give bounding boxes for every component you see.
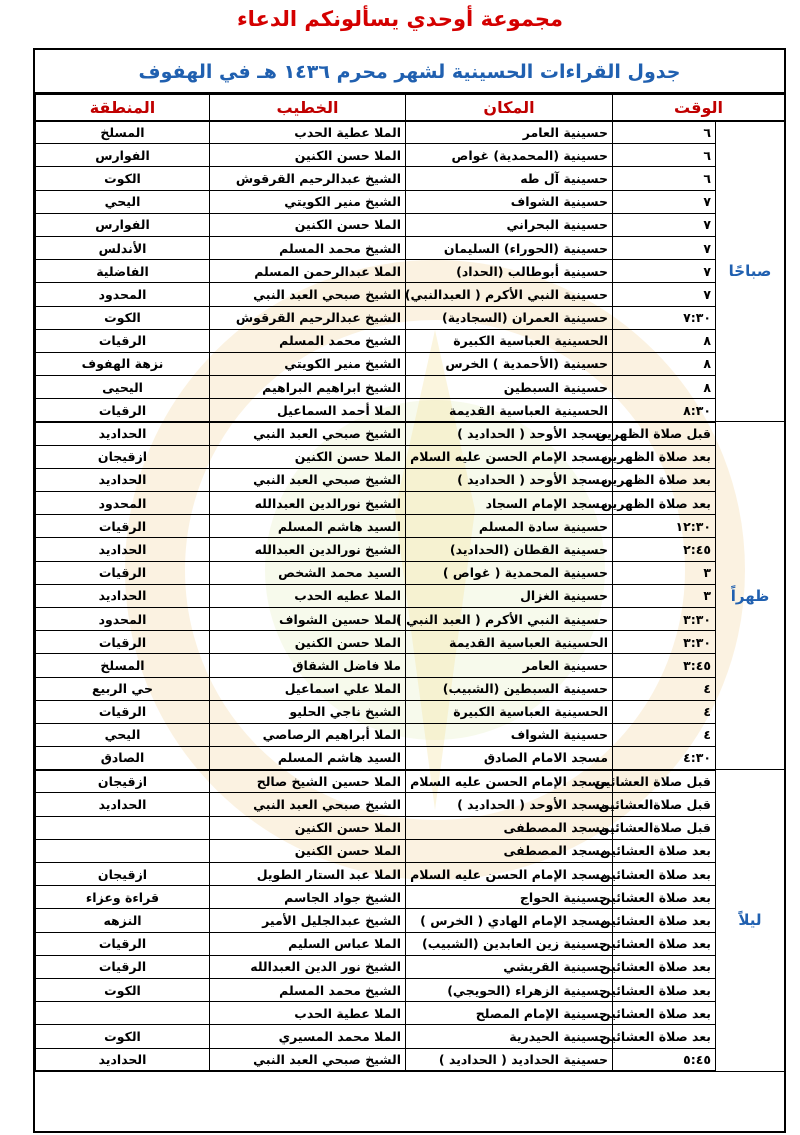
table-row: [36, 561, 785, 584]
table-row: [36, 770, 785, 793]
area-cell: حي الربيع: [36, 677, 210, 700]
area-cell: الرقيات: [36, 515, 210, 538]
time-cell: ٦: [613, 167, 716, 190]
time-cell: قبل صلاةالعشائين: [613, 816, 716, 839]
place-cell: مسجد الإمام الهادي ( الخرس ): [406, 909, 613, 932]
area-cell: الحداديد: [36, 793, 210, 816]
area-cell: النزهه: [36, 909, 210, 932]
area-cell: ازقيجان: [36, 863, 210, 886]
header-time: الوقت: [613, 95, 785, 121]
speaker-cell: الشيخ منير الكويتي: [210, 352, 406, 375]
area-cell: الحداديد: [36, 468, 210, 491]
time-cell: بعد صلاة العشائين: [613, 932, 716, 955]
table-row: [36, 445, 785, 468]
speaker-cell: الشيخ صبحي العبد النبي: [210, 468, 406, 491]
table-row: [36, 515, 785, 538]
place-cell: الحسينية العباسية القديمة: [406, 399, 613, 422]
place-cell: مسجد الأوحد ( الحداديد ): [406, 468, 613, 491]
speaker-cell: الملا حسين الشواف: [210, 607, 406, 630]
area-cell: المحدود: [36, 283, 210, 306]
page-title: مجموعة أوحدي يسألونكم الدعاء: [236, 7, 564, 31]
table-row: [36, 213, 785, 236]
speaker-cell: الملا حسن الكنين: [210, 445, 406, 468]
header-speaker: الخطيب: [210, 95, 406, 121]
table-row: [36, 839, 785, 862]
area-cell: ازقيجان: [36, 770, 210, 793]
place-cell: حسينية زين العابدين (الشبيب): [406, 932, 613, 955]
table-row: [36, 607, 785, 630]
time-cell: ٣:٣٠: [613, 607, 716, 630]
table-row: [36, 283, 785, 306]
place-cell: الحسينية العباسية القديمة: [406, 631, 613, 654]
area-cell: قراءة وعزاء: [36, 886, 210, 909]
place-cell: الحسينية العباسية الكبيرة: [406, 329, 613, 352]
table-row: [36, 1025, 785, 1048]
speaker-cell: الملا علي اسماعيل: [210, 677, 406, 700]
area-cell: الرقيات: [36, 399, 210, 422]
time-cell: ٧:٣٠: [613, 306, 716, 329]
place-cell: الحسينية العباسية الكبيرة: [406, 700, 613, 723]
time-cell: بعد صلاة الظهرين: [613, 468, 716, 491]
area-cell: الحداديد: [36, 584, 210, 607]
schedule-table: [35, 94, 785, 1072]
time-cell: ٨: [613, 329, 716, 352]
place-cell: حسينية الشواف: [406, 190, 613, 213]
table-row: [36, 1002, 785, 1025]
time-cell: ٨: [613, 352, 716, 375]
area-cell: اليحي: [36, 190, 210, 213]
speaker-cell: الشيخ جواد الجاسم: [210, 886, 406, 909]
table-row: [36, 700, 785, 723]
speaker-cell: الشيخ ابراهيم البراهيم: [210, 376, 406, 399]
table-row: [36, 816, 785, 839]
place-cell: حسينية آل طه: [406, 167, 613, 190]
place-cell: مسجد الامام الصادق: [406, 747, 613, 770]
time-cell: ٣: [613, 561, 716, 584]
speaker-cell: الشيخ نور الدين العبدالله: [210, 955, 406, 978]
time-cell: ٤: [613, 723, 716, 746]
area-cell: الفوارس: [36, 144, 210, 167]
time-cell: بعد صلاة العشائين: [613, 955, 716, 978]
table-row: [36, 329, 785, 352]
speaker-cell: الشيخ ناجي الحليو: [210, 700, 406, 723]
area-cell: الكوت: [36, 167, 210, 190]
table-row: [36, 236, 785, 259]
time-cell: بعد صلاة الظهرين: [613, 492, 716, 515]
place-cell: حسينية البحراني: [406, 213, 613, 236]
table-row: [36, 631, 785, 654]
speaker-cell: الملا عطية الحدب: [210, 121, 406, 144]
area-cell: الفوارس: [36, 213, 210, 236]
time-cell: بعد صلاة العشائين: [613, 863, 716, 886]
place-cell: حسينية الغزال: [406, 584, 613, 607]
place-cell: حسينية الإمام المصلح: [406, 1002, 613, 1025]
place-cell: حسينية (الحوراء) السليمان: [406, 236, 613, 259]
area-cell: المسلخ: [36, 121, 210, 144]
table-row: [36, 654, 785, 677]
place-cell: حسينية سادة المسلم: [406, 515, 613, 538]
speaker-cell: الملا أحمد السماعيل: [210, 399, 406, 422]
area-cell: ازقيجان: [36, 445, 210, 468]
place-cell: حسينية النبي الأكرم ( العبدالنبي): [406, 283, 613, 306]
time-cell: بعد صلاة العشائين: [613, 839, 716, 862]
area-cell: الرقيات: [36, 631, 210, 654]
time-cell: بعد صلاة الظهرين: [613, 445, 716, 468]
table-row: [36, 747, 785, 770]
place-cell: حسينية الزهراء (الحويجي): [406, 978, 613, 1001]
table-row: [36, 190, 785, 213]
time-cell: ٢:٤٥: [613, 538, 716, 561]
place-cell: مسجد الإمام الحسن عليه السلام: [406, 445, 613, 468]
period-label: صباحًا: [716, 121, 785, 422]
area-cell: المحدود: [36, 492, 210, 515]
table-row: [36, 422, 785, 445]
place-cell: حسينية العامر: [406, 121, 613, 144]
table-row: [36, 909, 785, 932]
time-cell: ١٢:٣٠: [613, 515, 716, 538]
table-row: [36, 863, 785, 886]
time-cell: ٤: [613, 677, 716, 700]
area-cell: الرقيات: [36, 700, 210, 723]
area-cell: [36, 839, 210, 862]
area-cell: [36, 816, 210, 839]
speaker-cell: الشيخ محمد المسلم: [210, 329, 406, 352]
speaker-cell: الملا حسن الكنين: [210, 816, 406, 839]
speaker-cell: السيد هاشم المسلم: [210, 747, 406, 770]
area-cell: المحدود: [36, 607, 210, 630]
area-cell: المسلخ: [36, 654, 210, 677]
area-cell: الكوت: [36, 978, 210, 1001]
speaker-cell: الملا أبراهيم الرصاصي: [210, 723, 406, 746]
header-place: المكان: [406, 95, 613, 121]
time-cell: بعد صلاة العشائين: [613, 909, 716, 932]
place-cell: حسينية (المحمدية) غواص: [406, 144, 613, 167]
place-cell: مسجد المصطفى: [406, 839, 613, 862]
speaker-cell: الملا محمد المسيري: [210, 1025, 406, 1048]
speaker-cell: الشيخ محمد المسلم: [210, 236, 406, 259]
time-cell: ٨: [613, 376, 716, 399]
table-row: [36, 886, 785, 909]
speaker-cell: الشيخ صبحي العبد النبي: [210, 422, 406, 445]
table-row: [36, 399, 785, 422]
table-row: [36, 793, 785, 816]
area-cell: الصادق: [36, 747, 210, 770]
area-cell: الرقيات: [36, 932, 210, 955]
table-row: [36, 376, 785, 399]
speaker-cell: السيد محمد الشخص: [210, 561, 406, 584]
place-cell: حسينية المحمدية ( غواص ): [406, 561, 613, 584]
area-cell: الحداديد: [36, 1048, 210, 1071]
speaker-cell: الملا حسين الشيخ صالح: [210, 770, 406, 793]
place-cell: مسجد الأوحد ( الحداديد ): [406, 793, 613, 816]
table-title: جدول القراءات الحسينية لشهر محرم ١٤٣٦ هـ في الهفوف: [35, 50, 784, 94]
time-cell: ٧: [613, 236, 716, 259]
table-row: [36, 978, 785, 1001]
place-cell: حسينية السبطين: [406, 376, 613, 399]
speaker-cell: الشيخ عبدالجليل الأمير: [210, 909, 406, 932]
table-row: [36, 538, 785, 561]
time-cell: قبل صلاةالعشائين: [613, 793, 716, 816]
period-label: ليلاً: [716, 770, 785, 1071]
area-cell: الكوت: [36, 306, 210, 329]
speaker-cell: الشيخ صبحي العبد النبي: [210, 1048, 406, 1071]
speaker-cell: الملا حسن الكنين: [210, 839, 406, 862]
time-cell: بعد صلاة العشائين: [613, 978, 716, 1001]
table-row: [36, 468, 785, 491]
time-cell: بعد صلاة العشائين: [613, 1002, 716, 1025]
area-cell: الفاضلية: [36, 260, 210, 283]
area-cell: الأندلس: [36, 236, 210, 259]
place-cell: حسينية الشواف: [406, 723, 613, 746]
place-cell: حسينية السبطين (الشبيب): [406, 677, 613, 700]
place-cell: حسينية القطان (الحداديد): [406, 538, 613, 561]
time-cell: ٧: [613, 260, 716, 283]
area-cell: الحداديد: [36, 422, 210, 445]
speaker-cell: الشيخ نورالدين العبدالله: [210, 492, 406, 515]
speaker-cell: الشيخ صبحي العبد النبي: [210, 283, 406, 306]
table-row: [36, 260, 785, 283]
table-row: [36, 955, 785, 978]
speaker-cell: الملا عطيه الحدب: [210, 584, 406, 607]
place-cell: مسجد الإمام الحسن عليه السلام: [406, 863, 613, 886]
speaker-cell: الملا حسن الكنين: [210, 213, 406, 236]
speaker-cell: الشيخ عبدالرحيم القرقوش: [210, 167, 406, 190]
place-cell: حسينية العامر: [406, 654, 613, 677]
table-row: [36, 352, 785, 375]
place-cell: حسينية (الأحمدية ) الخرس: [406, 352, 613, 375]
area-cell: الرقيات: [36, 561, 210, 584]
place-cell: حسينية الحواج: [406, 886, 613, 909]
table-row: [36, 167, 785, 190]
time-cell: ٧: [613, 190, 716, 213]
time-cell: ٣:٤٥: [613, 654, 716, 677]
area-cell: الكوت: [36, 1025, 210, 1048]
speaker-cell: السيد هاشم المسلم: [210, 515, 406, 538]
place-cell: حسينية الحداديد ( الحداديد ): [406, 1048, 613, 1071]
speaker-cell: الشيخ صبحي العبد النبي: [210, 793, 406, 816]
speaker-cell: الشيخ محمد المسلم: [210, 978, 406, 1001]
place-cell: حسينية الحيدرية: [406, 1025, 613, 1048]
schedule-body: [36, 121, 785, 1072]
place-cell: حسينية النبي الأكرم ( العبد النبي ): [406, 607, 613, 630]
speaker-cell: الملا حسن الكنين: [210, 631, 406, 654]
table-row: [36, 584, 785, 607]
place-cell: حسينية أبوطالب (الحداد): [406, 260, 613, 283]
table-row: [36, 677, 785, 700]
table-row: [36, 1048, 785, 1071]
time-cell: ٤: [613, 700, 716, 723]
area-cell: [36, 1002, 210, 1025]
table-row: [36, 932, 785, 955]
area-cell: اليحي: [36, 723, 210, 746]
time-cell: ٦: [613, 121, 716, 144]
speaker-cell: الملا عطية الحدب: [210, 1002, 406, 1025]
area-cell: الرقيات: [36, 329, 210, 352]
table-row: [36, 144, 785, 167]
table-row: [36, 492, 785, 515]
time-cell: ٥:٤٥: [613, 1048, 716, 1071]
place-cell: مسجد الأوحد ( الحداديد ): [406, 422, 613, 445]
speaker-cell: ملا فاضل الشقاق: [210, 654, 406, 677]
speaker-cell: الشيخ عبدالرحيم القرقوش: [210, 306, 406, 329]
place-cell: حسينية العمران (السجادية): [406, 306, 613, 329]
speaker-cell: الشيخ منير الكويتي: [210, 190, 406, 213]
place-cell: حسينية القريشي: [406, 955, 613, 978]
time-cell: قبل صلاة الظهرين: [613, 422, 716, 445]
area-cell: نزهة الهفوف: [36, 352, 210, 375]
place-cell: مسجد الإمام الحسن عليه السلام: [406, 770, 613, 793]
table-row: [36, 306, 785, 329]
table-row: [36, 723, 785, 746]
speaker-cell: الملا حسن الكنين: [210, 144, 406, 167]
area-cell: الحداديد: [36, 538, 210, 561]
header-area: المنطقة: [36, 95, 210, 121]
speaker-cell: الملا عبد الستار الطويل: [210, 863, 406, 886]
speaker-cell: الشيخ نورالدين العبدالله: [210, 538, 406, 561]
place-cell: مسجد المصطفى: [406, 816, 613, 839]
time-cell: ٧: [613, 213, 716, 236]
schedule-frame: [33, 48, 786, 1133]
time-cell: ٣:٣٠: [613, 631, 716, 654]
area-cell: اليحيى: [36, 376, 210, 399]
time-cell: قبل صلاة العشائين: [613, 770, 716, 793]
area-cell: الرقيات: [36, 955, 210, 978]
time-cell: بعد صلاة العشائين: [613, 886, 716, 909]
time-cell: ٣: [613, 584, 716, 607]
place-cell: مسجد الإمام السجاد: [406, 492, 613, 515]
header-row: [36, 95, 785, 121]
speaker-cell: الملا عبدالرحمن المسلم: [210, 260, 406, 283]
table-row: [36, 121, 785, 144]
period-label: ظهراً: [716, 422, 785, 770]
speaker-cell: الملا عباس السليم: [210, 932, 406, 955]
time-cell: بعد صلاة العشائين: [613, 1025, 716, 1048]
time-cell: ٦: [613, 144, 716, 167]
time-cell: ٧: [613, 283, 716, 306]
time-cell: ٤:٣٠: [613, 747, 716, 770]
time-cell: ٨:٣٠: [613, 399, 716, 422]
